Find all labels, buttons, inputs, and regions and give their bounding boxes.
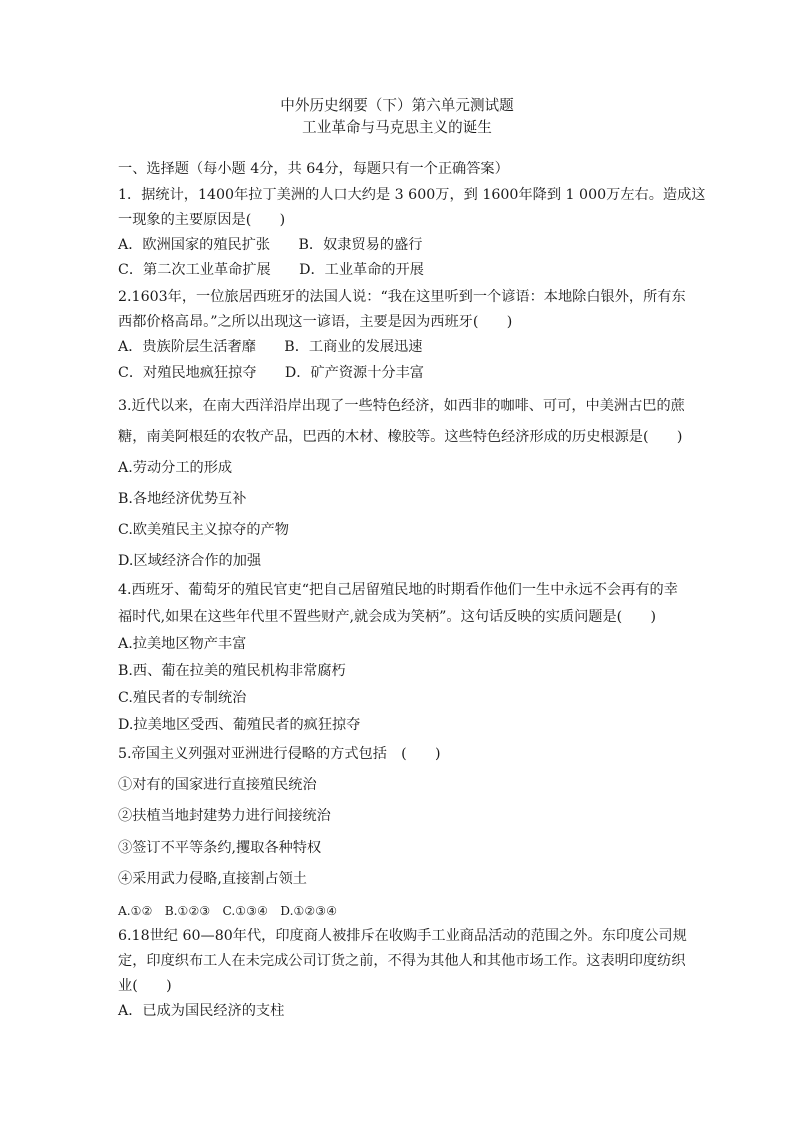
q5-stem: 5.帝国主义列强对亚洲进行侵略的方式包括 ( ) [118, 746, 441, 762]
q4-option-a: A.拉美地区物产丰富 [118, 636, 247, 652]
q3-option-c: C.欧美殖民主义掠夺的产物 [118, 522, 289, 538]
q6-stem-line2: 定，印度织布工人在未完成公司订货之前，不得为其他人和其他市场工作。这表明印度纺织 [118, 953, 686, 969]
q1-stem-line1: 1．据统计，1400年拉丁美洲的人口大约是 3 600万，到 1600年降到 1 000万左右。造成这 [118, 187, 706, 203]
q5-options: A.①② B.①②③ C.①③④ D.①②③④ [118, 904, 338, 918]
page-subtitle: 工业革命与马克思主义的诞生 [302, 119, 492, 136]
q1-stem-line2: 一现象的主要原因是( ) [118, 212, 286, 228]
q5-item-3: ③签订不平等条约,攫取各种特权 [118, 840, 322, 856]
q4-option-b: B.西、葡在拉美的殖民机构非常腐朽 [118, 663, 346, 679]
q3-option-d: D.区域经济合作的加强 [118, 553, 262, 569]
q3-stem-line2: 糖，南美阿根廷的农牧产品，巴西的木材、橡胶等。这些特色经济形成的历史根源是( ) [118, 429, 683, 445]
section-heading: 一、选择题（每小题 4分，共 64分，每题只有一个正确答案） [118, 161, 509, 177]
q6-option-a: A．已成为国民经济的支柱 [118, 1003, 285, 1019]
q4-stem-line1: 4.西班牙、葡萄牙的殖民官吏“把自己居留殖民地的时期看作他们一生中永远不会再有的幸 [118, 582, 678, 598]
q5-item-4: ④采用武力侵略,直接割占领土 [118, 871, 307, 887]
q1-options-cd: C．第二次工业革命扩展 D．工业革命的开展 [118, 262, 424, 278]
q5-item-1: ①对有的国家进行直接殖民统治 [118, 777, 317, 793]
q1-options-ab: A．欧洲国家的殖民扩张 B．奴隶贸易的盛行 [118, 237, 423, 253]
q6-stem-line1: 6.18世纪 60—80年代，印度商人被排斥在收购手工业商品活动的范围之外。东印度公司规 [118, 928, 687, 944]
q2-stem-line2: 西都价格高昂。”之所以出现这一谚语，主要是因为西班牙( ) [118, 314, 513, 330]
q6-stem-line3: 业( ) [118, 978, 172, 994]
q4-stem-line2: 福时代,如果在这些年代里不置些财产,就会成为笑柄”。这句话反映的实质问题是( ) [118, 609, 657, 625]
q4-option-d: D.拉美地区受西、葡殖民者的疯狂掠夺 [118, 717, 361, 733]
q2-options-ab: A．贵族阶层生活奢靡 B．工商业的发展迅速 [118, 339, 423, 355]
q3-stem-line1: 3.近代以来，在南大西洋沿岸出现了一些特色经济，如西非的咖啡、可可，中美洲古巴的蔗 [118, 398, 685, 414]
q3-option-a: A.劳动分工的形成 [118, 460, 233, 476]
page-title: 中外历史纲要（下）第六单元测试题 [280, 97, 514, 114]
q3-option-b: B.各地经济优势互补 [118, 491, 247, 507]
q4-option-c: C.殖民者的专制统治 [118, 690, 247, 706]
q2-stem-line1: 2.1603年，一位旅居西班牙的法国人说：“我在这里听到一个谚语：本地除白银外，所有东 [118, 289, 686, 305]
q2-options-cd: C．对殖民地疯狂掠夺 D．矿产资源十分丰富 [118, 365, 424, 381]
q5-item-2: ②扶植当地封建势力进行间接统治 [118, 808, 331, 824]
